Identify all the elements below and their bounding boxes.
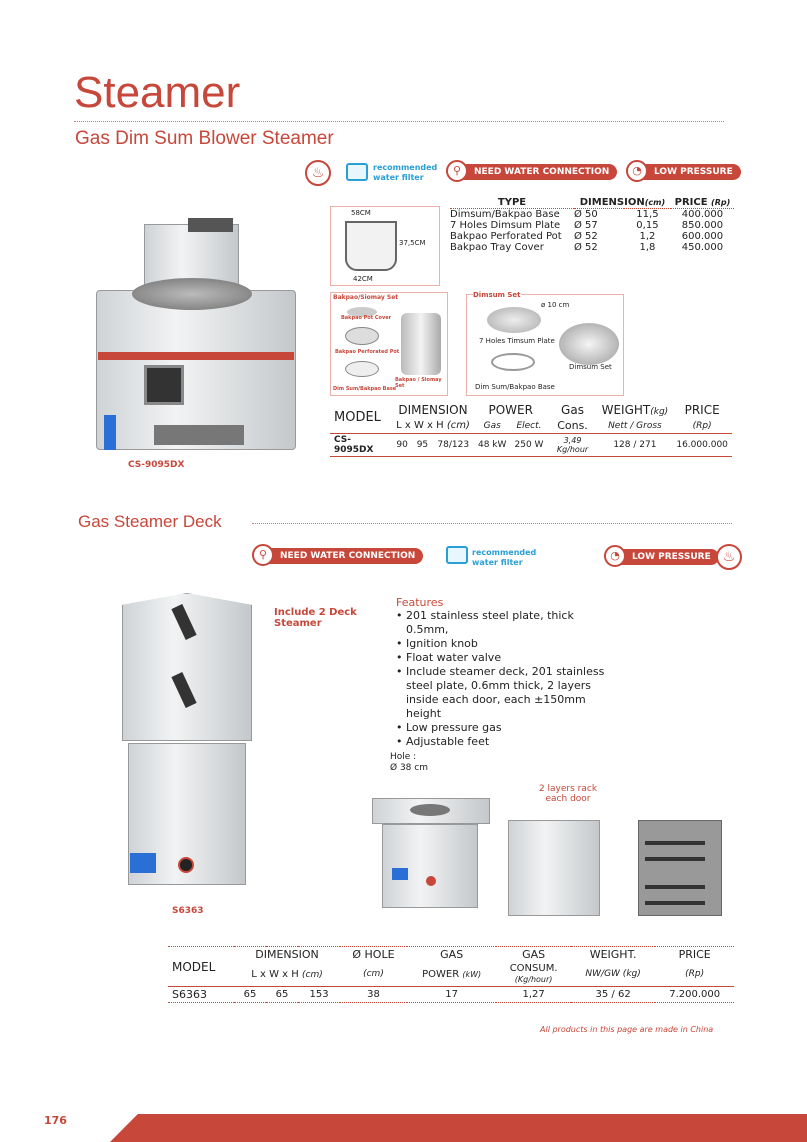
recommended-filter-text-2: recommended water filter	[472, 548, 537, 567]
feature-item: • Low pressure gas	[396, 721, 616, 735]
dimsum-set-box: Dimsum Set ø 10 cm 7 Holes Timsum Plate Dim Sum/Bakpao Base Dimsum Set	[466, 294, 624, 396]
faucet-icon: ⚲	[252, 544, 274, 566]
product-image-cs9095dx	[84, 210, 304, 460]
faucet-icon: ⚲	[446, 160, 468, 182]
section2-divider	[252, 523, 732, 524]
feature-item: • 201 stainless steel plate, thick 0.5mm,	[396, 609, 616, 637]
product-image-s6363	[120, 575, 260, 915]
page-number: 176	[44, 1114, 67, 1127]
product-caption-s6363: S6363	[172, 906, 204, 916]
section1-title: Gas Dim Sum Blower Steamer	[75, 128, 334, 149]
gauge-icon: ◔	[626, 160, 648, 182]
spec-table-cs9095dx: MODEL DIMENSION POWER Gas WEIGHT(kg) PRICE L x W x H (cm) Gas Elect. Cons. Nett / Gross (Rp) CS-9095DX 90 95 78/123 48 kW 250 W 3,49 Kg/hour 128 / 271 16.000.000	[330, 402, 732, 457]
feature-item: • Include steamer deck, 201 stainless steel plate, 0.6mm thick, 2 layers inside each door, each ±150mm height	[396, 665, 616, 721]
accessories-table: TYPE DIMENSION(cm) PRICE (Rp) Dimsum/Bakpao Base Ø 50 11,5 400.000 7 Holes Dimsum Plate Ø 57 0,15 850.000 Bakpao Perforated Pot Ø 52 1,2 600.000 Bakpao Tray Cover Ø 52 1,8 450.000	[450, 197, 734, 253]
hole-note: Hole : Ø 38 cm	[390, 752, 428, 773]
spec-table-s6363: MODEL DIMENSION Ø HOLE GAS GAS WEIGHT. PRICE L x W x H (cm) (cm) POWER (kW) CONSUM. (Kg/hour) NW/GW (kg) (Rp) S6363 65 65 153 38 17 1,27 35 / 62 7.200.000	[168, 946, 734, 1003]
flame-icon: ♨	[716, 544, 742, 570]
need-water-badge-2: ⚲ NEED WATER CONNECTION	[258, 548, 423, 564]
section2-title: Gas Steamer Deck	[78, 512, 222, 531]
feature-item: • Float water valve	[396, 651, 616, 665]
bakpao-set-box: Bakpao/Siomay Set Bakpao Pot Cover Bakpao Perforated Pot Dim Sum/Bakpao Base Bakpao / Siomay Set	[330, 292, 448, 396]
gauge-icon: ◔	[604, 545, 626, 567]
include-note: Include 2 Deck Steamer	[274, 607, 357, 629]
recommended-filter-text: recommended water filter	[373, 163, 438, 182]
footer-note: All products in this page are made in China	[540, 1025, 714, 1034]
product-image-steamer-base	[372, 796, 490, 916]
table-row: 7 Holes Dimsum Plate Ø 57 0,15 850.000	[450, 220, 724, 231]
table-row: CS-9095DX 90 95 78/123 48 kW 250 W 3,49 Kg/hour 128 / 271 16.000.000	[334, 435, 728, 455]
need-water-badge: ⚲ NEED WATER CONNECTION	[452, 164, 617, 180]
table-row: S6363 65 65 153 38 17 1,27 35 / 62 7.200.000	[168, 987, 734, 1003]
product-caption-cs9095dx: CS-9095DX	[128, 460, 185, 470]
footer-bar	[110, 1114, 807, 1142]
water-filter-icon	[346, 163, 368, 181]
flame-icon: ♨	[305, 160, 331, 186]
rack-note: 2 layers rack each door	[538, 784, 598, 804]
table-row: Bakpao Tray Cover Ø 52 1,8 450.000	[450, 242, 724, 253]
page-title: Steamer	[74, 68, 241, 117]
feature-item: • Ignition knob	[396, 637, 616, 651]
product-image-deck-open	[638, 820, 722, 916]
product-image-deck-closed	[508, 820, 600, 916]
feature-item: • Adjustable feet	[396, 735, 616, 749]
low-pressure-badge: ◔ LOW PRESSURE	[632, 164, 741, 180]
pot-dimension-diagram: 58CM 37,5CM 42CM	[330, 206, 440, 286]
table-row: Dimsum/Bakpao Base Ø 50 11,5 400.000	[450, 209, 724, 220]
title-divider	[74, 121, 724, 122]
features-block: Features • 201 stainless steel plate, thick 0.5mm, • Ignition knob • Float water valve • Include steamer deck, 201 stainless steel plate, 0.6mm thick, 2 layers inside each door, each ±150mm height • Low pressure gas • Adjustable feet	[396, 596, 616, 749]
table-row: Bakpao Perforated Pot Ø 52 1,2 600.000	[450, 231, 724, 242]
low-pressure-badge-2: ◔ LOW PRESSURE	[610, 549, 719, 565]
water-filter-icon	[446, 546, 468, 564]
